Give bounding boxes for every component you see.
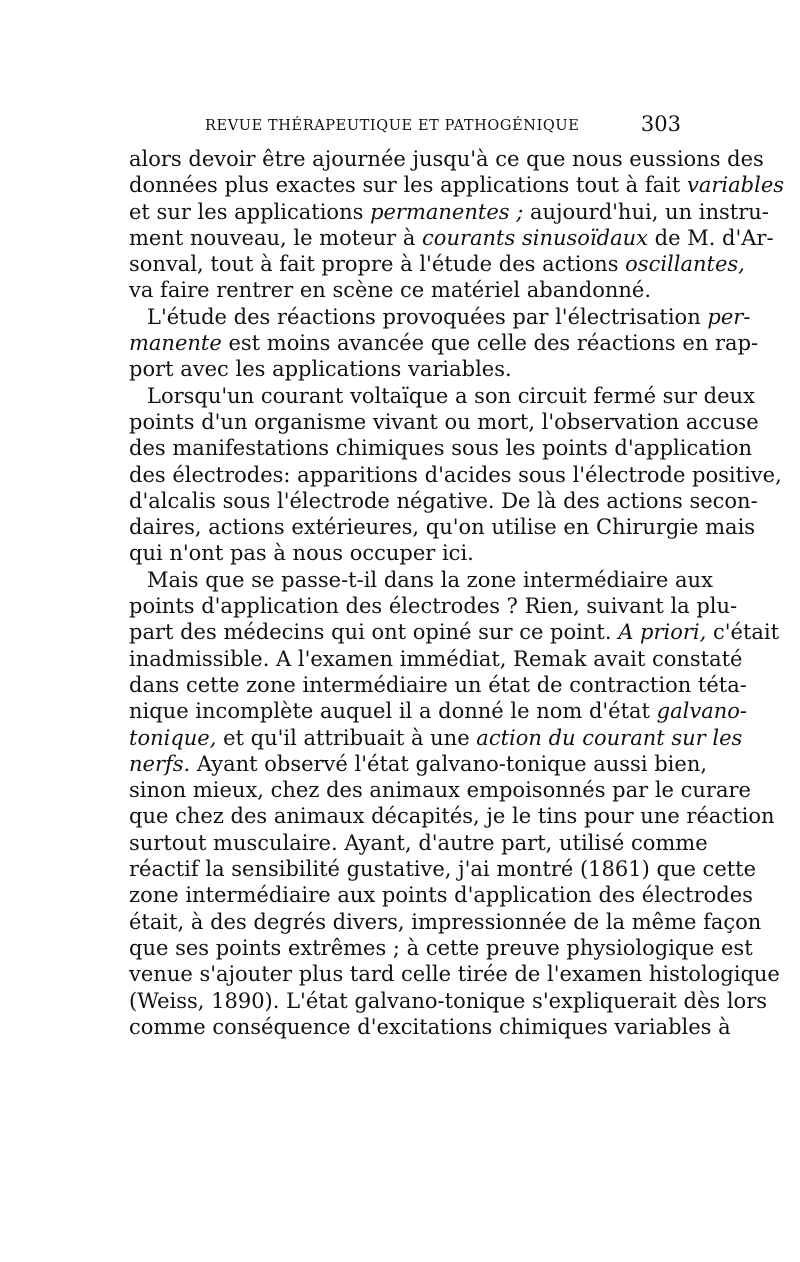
- text-segment: surtout musculaire. Ayant, d'autre part, utilisé comme: [129, 830, 708, 855]
- running-head: [205, 112, 681, 140]
- text-line: [129, 830, 708, 856]
- text-segment: alors devoir être ajournée jusqu'à ce que nous eussions des: [129, 147, 764, 171]
- paragraph: [129, 146, 785, 304]
- text-line: [129, 988, 768, 1014]
- text-segment: des manifestations chimiques sous les points d'application: [129, 436, 753, 461]
- text-segment: nique incomplète auquel il a donné le nom d'état: [129, 699, 657, 724]
- text-line: [129, 146, 764, 172]
- text-line: [129, 882, 753, 908]
- italic-text: A priori,: [618, 620, 707, 645]
- italic-text: courants sinusoïdaux: [422, 225, 648, 250]
- text-line: [129, 646, 743, 672]
- text-segment: zone intermédiaire aux points d'application des électrodes: [129, 883, 753, 908]
- italic-text: manente: [129, 331, 222, 356]
- text-segment: sinon mieux, chez des animaux empoisonnés par le curare: [129, 778, 751, 803]
- text-segment: est moins avancée que celle des réactions en rap-: [221, 331, 759, 356]
- text-line: [129, 488, 758, 514]
- text-line: [129, 435, 753, 461]
- page-number: 303: [640, 112, 681, 136]
- body-text: [129, 146, 785, 1040]
- text-segment: va faire rentrer en scène ce matériel abandonné.: [129, 278, 652, 303]
- text-line: [129, 698, 747, 724]
- text-line: [129, 199, 769, 225]
- italic-text: nerfs.: [129, 751, 191, 776]
- running-title: REVUE THÉRAPEUTIQUE ET PATHOGÉNIQUE: [205, 118, 580, 134]
- text-line: [129, 856, 757, 882]
- text-segment: Mais que se passe-t-il dans la zone intermédiaire aux: [147, 567, 713, 592]
- paragraph: [129, 304, 759, 383]
- text-segment: sonval, tout à fait propre à l'étude des actions: [129, 252, 626, 277]
- text-segment: dans cette zone intermédiaire un état de contraction téta-: [129, 672, 747, 697]
- text-segment: aujourd'hui, un instru-: [523, 199, 769, 224]
- text-line: [129, 803, 775, 829]
- text-segment: port avec les applications variables.: [129, 357, 512, 382]
- italic-text: tonique,: [129, 725, 217, 750]
- text-segment: comme conséquence d'excitations chimiques variables à: [129, 1014, 731, 1039]
- italic-text: variables: [687, 173, 785, 198]
- text-segment: et sur les applications: [129, 199, 371, 224]
- text-segment: c'était: [706, 620, 780, 645]
- text-segment: Ayant observé l'état galvano-tonique aussi bien,: [190, 751, 708, 776]
- paragraph: [129, 383, 782, 567]
- text-segment: réactif la sensibilité gustative, j'ai montré (1861) que cette: [129, 857, 757, 882]
- text-line: [129, 514, 756, 540]
- text-line: [129, 540, 677, 566]
- text-line: [129, 330, 759, 356]
- text-line: [129, 383, 755, 409]
- text-segment: ment nouveau, le moteur à: [129, 225, 423, 250]
- text-line: [129, 251, 745, 277]
- text-segment: points d'application des électrodes ? Rien, suivant la plu-: [129, 594, 738, 619]
- text-segment: d'alcalis sous l'électrode négative. De là des actions secon-: [129, 488, 758, 513]
- text-line: [129, 462, 782, 488]
- paragraph: [129, 567, 780, 1040]
- text-line: [129, 1014, 731, 1040]
- italic-text: action du courant sur les: [476, 725, 743, 750]
- text-segment: part des médecins qui ont opiné sur ce point.: [129, 620, 619, 645]
- text-line: [129, 619, 780, 645]
- text-segment: qui n'ont pas à nous occuper ici.: [129, 541, 474, 566]
- text-segment: L'étude des réactions provoquées par l'électrisation: [147, 304, 708, 329]
- text-line: [129, 225, 774, 251]
- text-segment: que ses points extrêmes ; à cette preuve physiologique est: [129, 935, 753, 960]
- text-segment: (Weiss, 1890). L'état galvano-tonique s'expliquerait dès lors: [129, 988, 768, 1013]
- text-line: [129, 909, 762, 935]
- text-line: [129, 725, 743, 751]
- text-line: [129, 172, 785, 198]
- text-line: [129, 777, 751, 803]
- text-line: [129, 304, 751, 330]
- italic-text: galvano-: [656, 699, 747, 724]
- text-line: [129, 672, 747, 698]
- text-segment: des électrodes: apparitions d'acides sous l'électrode positive,: [129, 462, 782, 487]
- text-segment: Lorsqu'un courant voltaïque a son circuit fermé sur deux: [147, 383, 755, 408]
- text-line: [129, 751, 708, 777]
- text-line: [129, 567, 713, 593]
- italic-text: oscillantes,: [625, 252, 745, 277]
- italic-text: per-: [707, 304, 751, 329]
- text-segment: venue s'ajouter plus tard celle tirée de l'examen histologique: [129, 962, 780, 987]
- text-segment: points d'un organisme vivant ou mort, l'observation accuse: [129, 409, 759, 434]
- text-segment: daires, actions extérieures, qu'on utilise en Chirurgie mais: [129, 515, 756, 540]
- text-segment: était, à des degrés divers, impressionnée de la même façon: [129, 909, 762, 934]
- text-line: [129, 593, 738, 619]
- text-segment: de M. d'Ar-: [647, 225, 774, 250]
- text-segment: données plus exactes sur les applications tout à fait: [129, 173, 687, 198]
- text-line: [129, 935, 753, 961]
- text-line: [129, 409, 759, 435]
- text-segment: inadmissible. A l'examen immédiat, Remak avait constaté: [129, 646, 743, 671]
- text-line: [129, 277, 677, 303]
- text-line: [129, 356, 677, 382]
- text-line: [129, 961, 780, 987]
- text-segment: que chez des animaux décapités, je le tins pour une réaction: [129, 804, 775, 829]
- text-segment: et qu'il attribuait à une: [216, 725, 477, 750]
- italic-text: permanentes ;: [370, 199, 524, 224]
